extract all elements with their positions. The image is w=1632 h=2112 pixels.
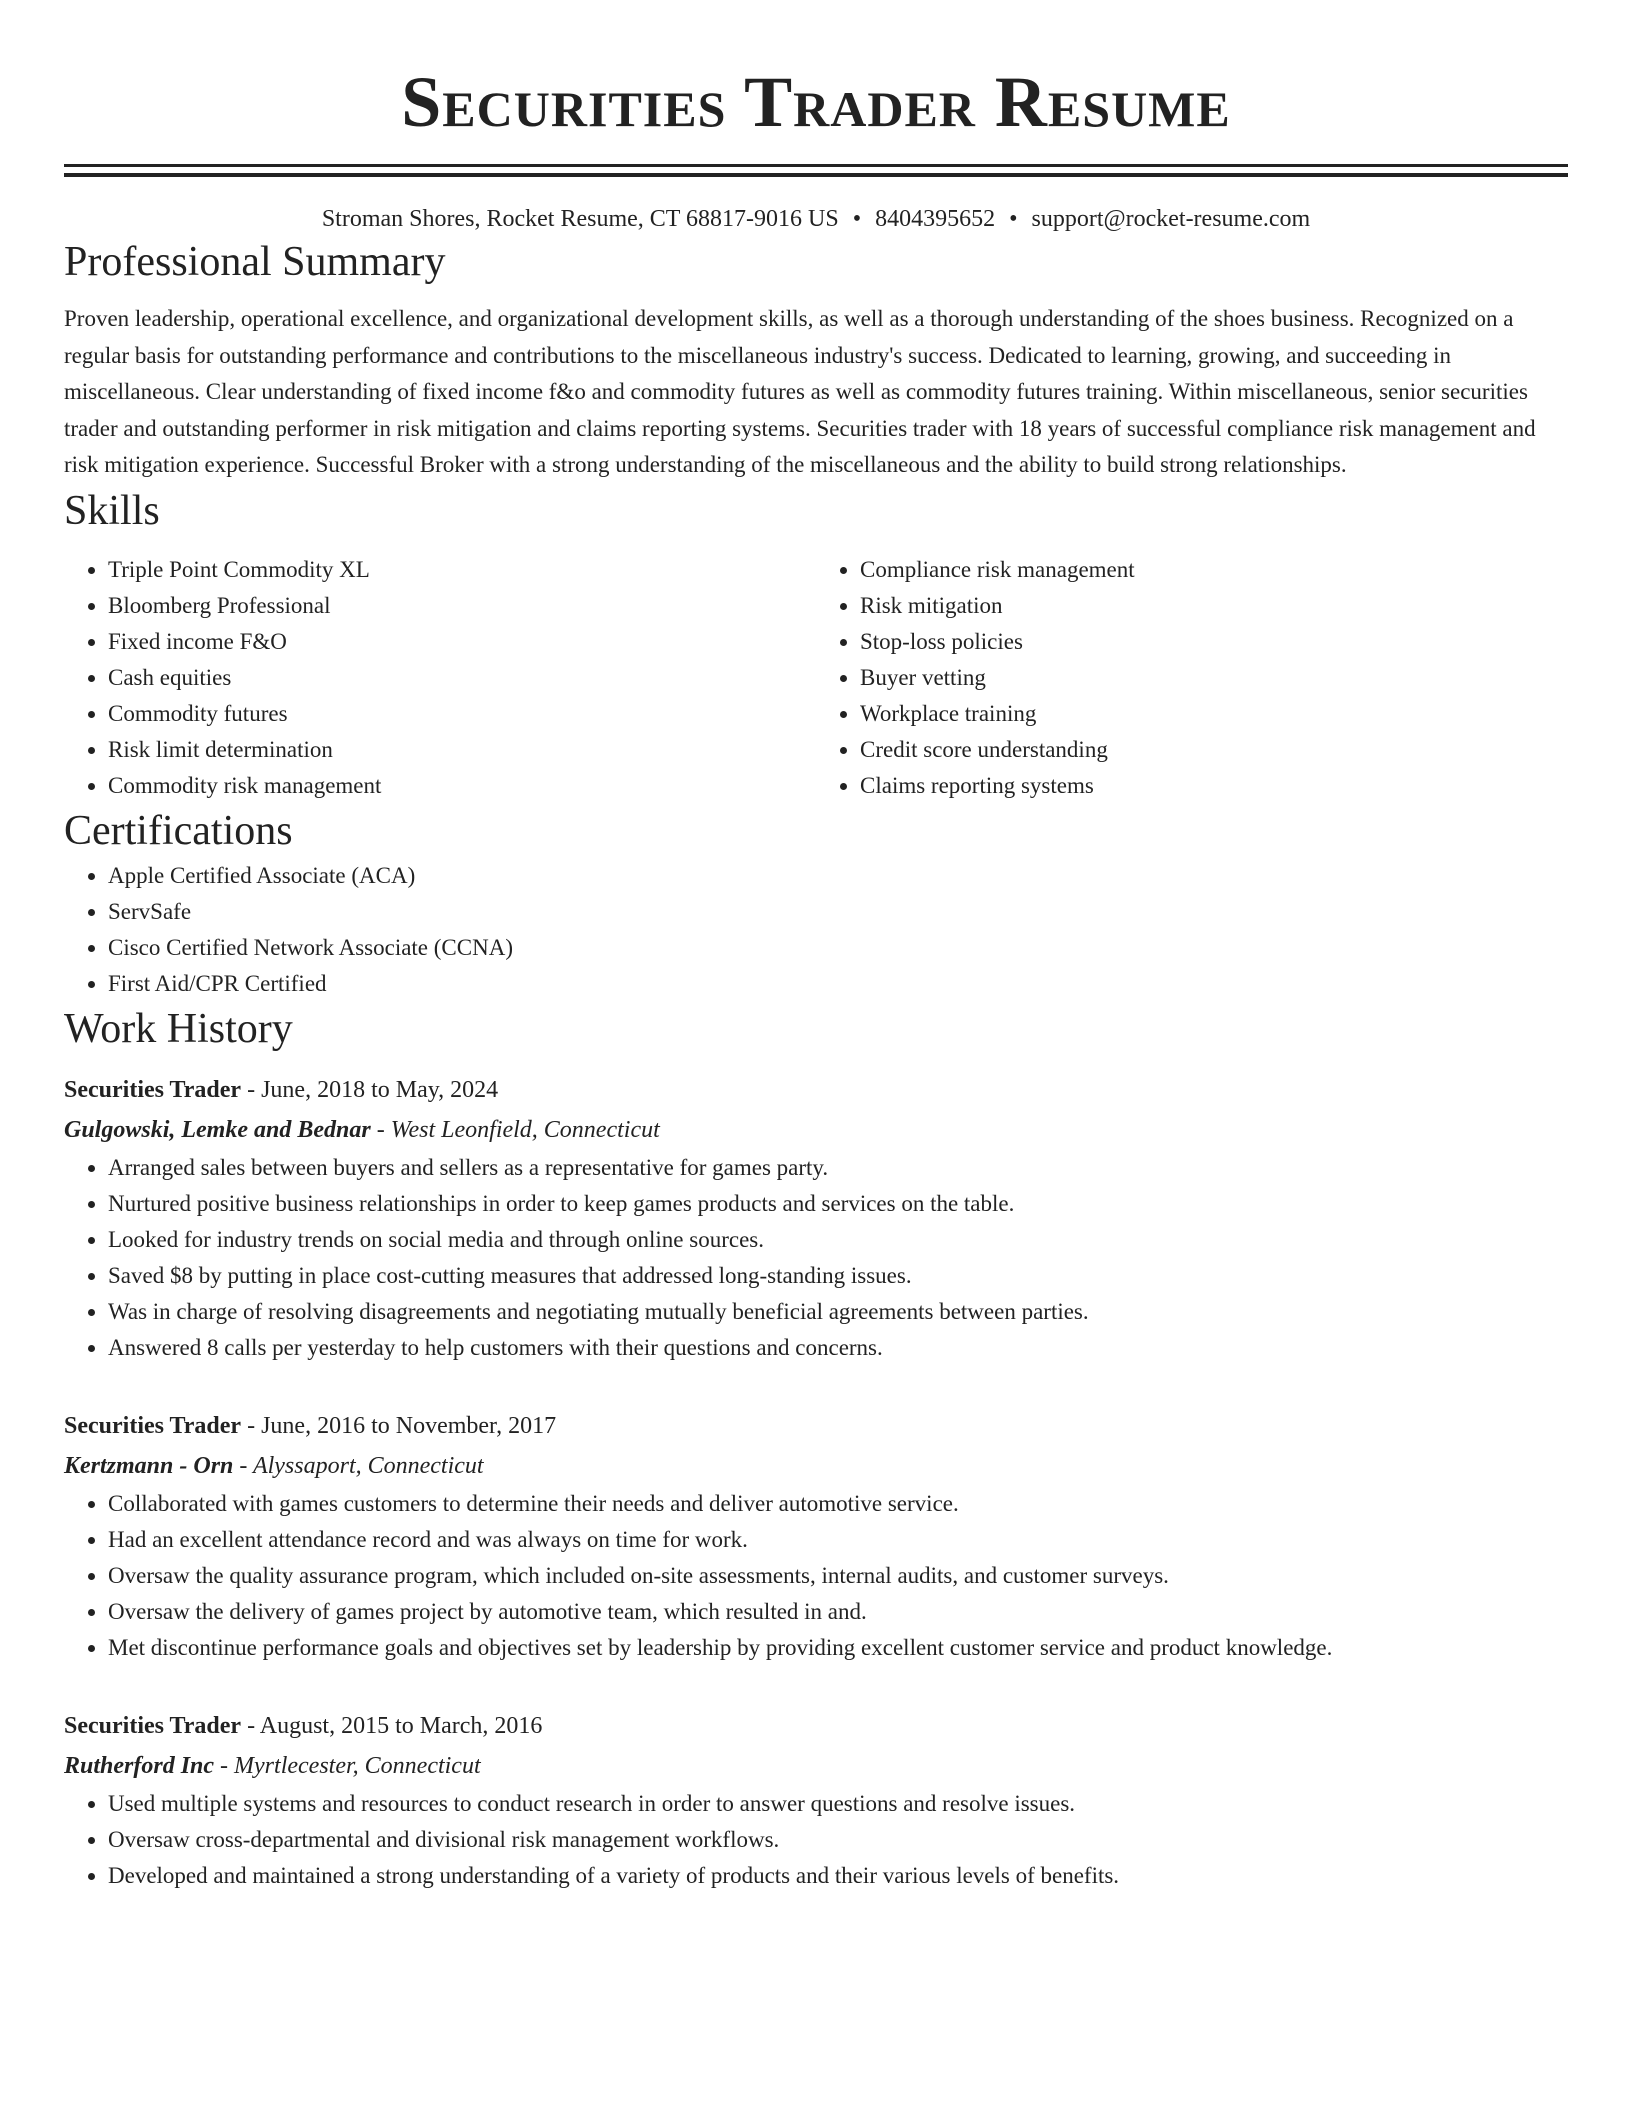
skill-item: • Commodity futures [108, 696, 816, 732]
job-role: Securities Trader [64, 1712, 242, 1739]
job-dates: - June, 2018 to May, 2024 [241, 1076, 499, 1103]
contact-separator: • [852, 206, 862, 232]
certification-item: • Apple Certified Associate (ACA) [108, 858, 1568, 894]
job-dates: - August, 2015 to March, 2016 [241, 1712, 543, 1739]
skills-heading: Skills [64, 487, 160, 534]
job-duty-item: • Oversaw the delivery of games project by automotive team, which resulted in and. [108, 1594, 1568, 1630]
skill-item: • Workplace training [860, 696, 1568, 732]
summary-text: Proven leadership, operational excellence, and organizational development skills, as well as a thorough understanding of the shoes business. Recognized on a regular basis for outstanding performance and contributions to the miscellaneous industry's success. Dedicated to learning, growing, and succeeding in miscellaneous. Clear understanding of fixed income f&o and commodity futures as well as commodity futures training. Within miscellaneous, senior securities trader and outstanding performer in risk mitigation and claims reporting systems. Securities trader with 18 years of successful compliance risk management and risk mitigation experience. Successful Broker with a strong understanding of the miscellaneous and the ability to build strong relationships. [64, 306, 1536, 477]
certification-item: • First Aid/CPR Certified [108, 966, 1568, 1002]
skill-item: • Cash equities [108, 660, 816, 696]
skills-columns [64, 552, 1568, 804]
skill-item: • Claims reporting systems [860, 768, 1568, 804]
skill-item: • Bloomberg Professional [108, 588, 816, 624]
skill-item: • Triple Point Commodity XL [108, 552, 816, 588]
job-duty-item: • Oversaw the quality assurance program, which included on-site assessments, internal audits, and customer surveys. [108, 1558, 1568, 1594]
job-entry [64, 1070, 1568, 1366]
summary-heading: Professional Summary [64, 239, 446, 285]
skill-item: • Risk limit determination [108, 732, 816, 768]
job-duty-item: • Had an excellent attendance record and was always on time for work. [108, 1522, 1568, 1558]
job-employer [64, 1746, 1568, 1786]
contact-line [64, 203, 1568, 235]
job-duty-item: • Used multiple systems and resources to conduct research in order to answer questions and resolve issues. [108, 1786, 1568, 1822]
job-role: Securities Trader [64, 1076, 242, 1103]
job-entry [64, 1406, 1568, 1666]
skills-column-left [64, 552, 816, 804]
job-duties-list [64, 1150, 1568, 1366]
contact-email: support@rocket-resume.com [1031, 206, 1311, 232]
job-dates: - June, 2016 to November, 2017 [241, 1412, 557, 1439]
job-header [64, 1406, 1568, 1446]
work-history-heading: Work History [64, 1005, 293, 1052]
job-duty-item: • Saved $8 by putting in place cost-cutting measures that addressed long-standing issues. [108, 1258, 1568, 1294]
certifications-heading: Certifications [64, 807, 293, 854]
job-role: Securities Trader [64, 1412, 242, 1439]
job-duty-item: • Oversaw cross-departmental and divisional risk management workflows. [108, 1822, 1568, 1858]
job-duty-item: • Looked for industry trends on social media and through online sources. [108, 1222, 1568, 1258]
job-entry [64, 1706, 1568, 1894]
job-location: - West Leonfield, Connecticut [370, 1116, 660, 1143]
job-duty-item: • Met discontinue performance goals and objectives set by leadership by providing excellent customer service and product knowledge. [108, 1630, 1568, 1666]
job-duties-list [64, 1786, 1568, 1894]
skill-item: • Credit score understanding [860, 732, 1568, 768]
job-location: - Alyssaport, Connecticut [233, 1452, 484, 1479]
job-duty-item: • Arranged sales between buyers and sellers as a representative for games party. [108, 1150, 1568, 1186]
job-duty-item: • Developed and maintained a strong understanding of a variety of products and their various levels of benefits. [108, 1858, 1568, 1894]
job-employer [64, 1110, 1568, 1150]
contact-separator: • [1009, 206, 1018, 232]
job-duty-item: • Nurtured positive business relationships in order to keep games products and services on the table. [108, 1186, 1568, 1222]
skills-list-right [816, 552, 1568, 804]
skills-column-right [816, 552, 1568, 804]
job-company: Gulgowski, Lemke and Bednar [64, 1116, 371, 1143]
skill-item: • Risk mitigation [860, 588, 1568, 624]
certification-item: • Cisco Certified Network Associate (CCNA) [108, 930, 1568, 966]
resume-title: Securities Trader Resume [401, 62, 1231, 142]
skill-item: • Compliance risk management [860, 552, 1568, 588]
job-company: Rutherford Inc [64, 1752, 215, 1779]
job-company: Kertzmann - Orn [64, 1452, 234, 1479]
skills-list-left [64, 552, 816, 804]
job-location: - Myrtlecester, Connecticut [214, 1752, 481, 1779]
skill-item: • Fixed income F&O [108, 624, 816, 660]
contact-phone: 8404395652 [875, 206, 996, 232]
job-employer [64, 1446, 1568, 1486]
job-duty-item: • Was in charge of resolving disagreements and negotiating mutually beneficial agreements between parties. [108, 1294, 1568, 1330]
job-duties-list [64, 1486, 1568, 1666]
contact-address: Stroman Shores, Rocket Resume, CT 68817-9016 US [321, 206, 839, 232]
job-header [64, 1070, 1568, 1110]
job-header [64, 1706, 1568, 1746]
skill-item: • Buyer vetting [860, 660, 1568, 696]
title-divider [64, 164, 1568, 177]
skill-item: • Commodity risk management [108, 768, 816, 804]
certifications-list [64, 858, 1568, 1002]
job-duty-item: • Answered 8 calls per yesterday to help customers with their questions and concerns. [108, 1330, 1568, 1366]
certification-item: • ServSafe [108, 894, 1568, 930]
job-duty-item: • Collaborated with games customers to determine their needs and deliver automotive service. [108, 1486, 1568, 1522]
skill-item: • Stop-loss policies [860, 624, 1568, 660]
